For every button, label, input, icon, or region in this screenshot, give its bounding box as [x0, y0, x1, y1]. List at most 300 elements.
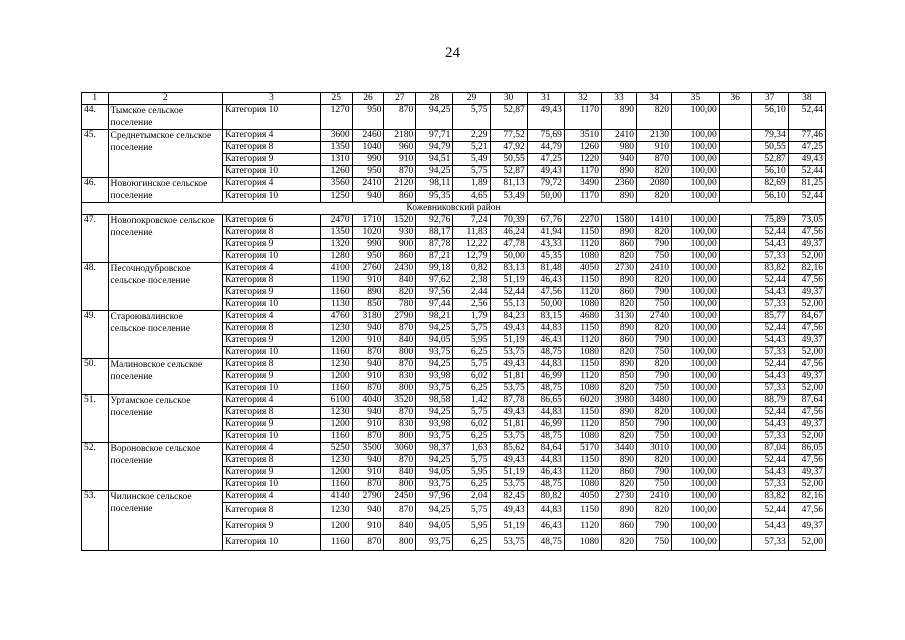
value-cell: 1080 [564, 479, 601, 491]
value-cell: 5250 [320, 443, 352, 455]
value-cell: 80,82 [527, 491, 564, 503]
header-cell: 38 [788, 93, 825, 105]
value-cell: 1280 [320, 251, 352, 263]
value-cell: 100,00 [672, 347, 720, 359]
category-cell: Категория 9 [223, 287, 321, 299]
value-cell: 940 [352, 455, 384, 467]
value-cell: 5,75 [453, 503, 490, 519]
value-cell: 1170 [564, 190, 601, 203]
value-cell: 1150 [564, 227, 601, 239]
value-cell: 77,46 [788, 130, 825, 142]
value-cell: 100,00 [672, 407, 720, 419]
value-cell: 870 [384, 166, 416, 178]
value-cell: 93,75 [416, 479, 453, 491]
value-cell: 86,65 [527, 395, 564, 407]
value-cell: 50,00 [527, 299, 564, 311]
value-cell: 4050 [564, 491, 601, 503]
value-cell: 820 [601, 479, 636, 491]
value-cell: 980 [601, 142, 636, 154]
value-cell: 2410 [352, 178, 384, 191]
value-cell: 94,25 [416, 407, 453, 419]
value-cell: 6,02 [453, 371, 490, 383]
value-cell: 57,33 [751, 431, 788, 443]
table-row [82, 395, 826, 407]
category-cell: Категория 10 [223, 535, 321, 551]
value-cell: 910 [352, 467, 384, 479]
value-cell: 52,44 [788, 166, 825, 178]
category-cell: Категория 8 [223, 323, 321, 335]
value-cell: 1230 [320, 503, 352, 519]
value-cell: 87,78 [416, 239, 453, 251]
value-cell: 94,25 [416, 105, 453, 130]
value-cell: 890 [601, 275, 636, 287]
value-cell: 820 [636, 455, 671, 467]
value-cell: 790 [636, 519, 671, 535]
value-cell: 51,19 [490, 519, 527, 535]
value-cell [719, 479, 751, 491]
value-cell: 1020 [352, 227, 384, 239]
category-cell: Категория 10 [223, 479, 321, 491]
header-cell: 25 [320, 93, 352, 105]
row-index: 46. [82, 178, 109, 203]
value-cell: 100,00 [672, 130, 720, 142]
value-cell: 3010 [636, 443, 671, 455]
category-cell: Категория 10 [223, 431, 321, 443]
header-cell: 2 [108, 93, 223, 105]
value-cell: 1,79 [453, 311, 490, 323]
header-row [82, 93, 826, 105]
value-cell: 820 [636, 227, 671, 239]
value-cell: 2460 [352, 130, 384, 142]
value-cell: 2410 [636, 263, 671, 275]
value-cell: 750 [636, 383, 671, 395]
value-cell: 84,67 [788, 311, 825, 323]
row-index: 49. [82, 311, 109, 359]
value-cell: 780 [384, 299, 416, 311]
value-cell: 49,43 [527, 105, 564, 130]
value-cell: 51,81 [490, 371, 527, 383]
value-cell: 1200 [320, 335, 352, 347]
value-cell: 1710 [352, 215, 384, 227]
category-cell: Категория 8 [223, 359, 321, 371]
value-cell: 6,25 [453, 479, 490, 491]
header-cell: 35 [672, 93, 720, 105]
value-cell: 790 [636, 467, 671, 479]
value-cell: 49,43 [527, 166, 564, 178]
settlement-name: Вороновское сельское поселение [108, 443, 223, 491]
value-cell: 1150 [564, 323, 601, 335]
header-cell: 3 [223, 93, 321, 105]
value-cell: 890 [601, 227, 636, 239]
page-number: 24 [445, 45, 460, 61]
value-cell: 57,33 [751, 535, 788, 551]
value-cell: 930 [384, 227, 416, 239]
value-cell: 1080 [564, 251, 601, 263]
value-cell: 0,82 [453, 263, 490, 275]
value-cell: 870 [384, 359, 416, 371]
value-cell: 100,00 [672, 105, 720, 130]
value-cell: 52,00 [788, 431, 825, 443]
value-cell: 2,44 [453, 287, 490, 299]
value-cell: 52,44 [751, 503, 788, 519]
value-cell: 1120 [564, 419, 601, 431]
value-cell: 820 [636, 105, 671, 130]
value-cell: 56,10 [751, 166, 788, 178]
value-cell: 47,56 [788, 455, 825, 467]
value-cell: 6,25 [453, 347, 490, 359]
value-cell: 870 [384, 503, 416, 519]
value-cell: 82,16 [788, 491, 825, 503]
value-cell: 52,44 [751, 323, 788, 335]
value-cell [719, 335, 751, 347]
category-cell: Категория 4 [223, 178, 321, 191]
header-cell: 29 [453, 93, 490, 105]
value-cell: 47,56 [527, 287, 564, 299]
value-cell: 860 [601, 519, 636, 535]
row-index: 53. [82, 491, 109, 551]
value-cell: 3480 [636, 395, 671, 407]
value-cell: 6100 [320, 395, 352, 407]
value-cell: 1040 [352, 142, 384, 154]
value-cell: 5,75 [453, 407, 490, 419]
value-cell: 82,45 [490, 491, 527, 503]
category-cell: Категория 4 [223, 130, 321, 142]
value-cell: 50,55 [751, 142, 788, 154]
row-index: 48. [82, 263, 109, 311]
value-cell: 100,00 [672, 431, 720, 443]
value-cell: 87,21 [416, 251, 453, 263]
value-cell: 79,34 [751, 130, 788, 142]
value-cell [719, 467, 751, 479]
value-cell: 1160 [320, 479, 352, 491]
value-cell: 1200 [320, 371, 352, 383]
value-cell: 1230 [320, 359, 352, 371]
value-cell: 5,75 [453, 323, 490, 335]
value-cell [719, 347, 751, 359]
value-cell: 12,79 [453, 251, 490, 263]
header-cell: 34 [636, 93, 671, 105]
value-cell: 100,00 [672, 287, 720, 299]
value-cell: 52,87 [751, 154, 788, 166]
value-cell: 55,13 [490, 299, 527, 311]
value-cell [719, 166, 751, 178]
value-cell: 100,00 [672, 535, 720, 551]
value-cell: 77,52 [490, 130, 527, 142]
table-row [82, 491, 826, 503]
value-cell: 2,38 [453, 275, 490, 287]
value-cell: 820 [601, 383, 636, 395]
value-cell: 870 [352, 431, 384, 443]
value-cell: 83,13 [490, 263, 527, 275]
settlement-name: Чилинское сельское поселение [108, 491, 223, 551]
value-cell: 890 [601, 455, 636, 467]
category-cell: Категория 9 [223, 335, 321, 347]
category-cell: Категория 9 [223, 154, 321, 166]
value-cell: 3490 [564, 178, 601, 191]
category-cell: Категория 10 [223, 190, 321, 203]
value-cell: 1580 [601, 215, 636, 227]
value-cell: 100,00 [672, 263, 720, 275]
value-cell: 750 [636, 479, 671, 491]
category-cell: Категория 10 [223, 105, 321, 130]
value-cell: 830 [384, 419, 416, 431]
value-cell: 94,79 [416, 142, 453, 154]
value-cell [719, 275, 751, 287]
value-cell: 70,39 [490, 215, 527, 227]
value-cell: 98,58 [416, 395, 453, 407]
value-cell: 98,37 [416, 443, 453, 455]
value-cell: 52,00 [788, 347, 825, 359]
value-cell: 5,75 [453, 359, 490, 371]
value-cell: 830 [384, 371, 416, 383]
value-cell: 94,51 [416, 154, 453, 166]
value-cell: 52,44 [788, 190, 825, 203]
value-cell: 870 [352, 347, 384, 359]
value-cell: 97,62 [416, 275, 453, 287]
value-cell: 75,69 [527, 130, 564, 142]
category-cell: Категория 10 [223, 383, 321, 395]
value-cell: 94,05 [416, 467, 453, 479]
value-cell [719, 359, 751, 371]
value-cell: 47,56 [788, 503, 825, 519]
value-cell: 5,75 [453, 166, 490, 178]
category-cell: Категория 4 [223, 311, 321, 323]
value-cell: 4,65 [453, 190, 490, 203]
value-cell: 84,23 [490, 311, 527, 323]
value-cell: 93,75 [416, 347, 453, 359]
value-cell [719, 178, 751, 191]
settlement-name: Староювалинское сельское поселение [108, 311, 223, 359]
value-cell: 53,75 [490, 347, 527, 359]
value-cell [719, 190, 751, 203]
value-cell: 870 [384, 105, 416, 130]
value-cell [719, 142, 751, 154]
value-cell [719, 443, 751, 455]
value-cell: 49,43 [490, 455, 527, 467]
value-cell: 53,49 [490, 190, 527, 203]
header-cell: 28 [416, 93, 453, 105]
value-cell: 94,25 [416, 455, 453, 467]
value-cell: 820 [601, 251, 636, 263]
header-cell: 36 [719, 93, 751, 105]
value-cell: 52,00 [788, 251, 825, 263]
value-cell: 820 [601, 431, 636, 443]
header-cell: 26 [352, 93, 384, 105]
value-cell: 2360 [601, 178, 636, 191]
value-cell: 870 [384, 455, 416, 467]
category-cell: Категория 8 [223, 407, 321, 419]
category-cell: Категория 9 [223, 239, 321, 251]
settlement-name: Песочнодубровское сельское поселение [108, 263, 223, 311]
value-cell: 93,75 [416, 535, 453, 551]
value-cell: 1350 [320, 227, 352, 239]
value-cell: 1200 [320, 419, 352, 431]
value-cell: 2270 [564, 215, 601, 227]
value-cell: 45,35 [527, 251, 564, 263]
value-cell: 82,69 [751, 178, 788, 191]
row-index: 47. [82, 215, 109, 263]
value-cell: 49,43 [490, 503, 527, 519]
value-cell: 49,43 [490, 359, 527, 371]
value-cell: 57,33 [751, 347, 788, 359]
value-cell: 1150 [564, 407, 601, 419]
value-cell: 51,19 [490, 467, 527, 479]
value-cell: 44,83 [527, 455, 564, 467]
value-cell: 50,00 [490, 251, 527, 263]
category-cell: Категория 8 [223, 227, 321, 239]
value-cell: 50,55 [490, 154, 527, 166]
value-cell [719, 251, 751, 263]
value-cell: 820 [636, 275, 671, 287]
value-cell: 3600 [320, 130, 352, 142]
value-cell: 820 [636, 190, 671, 203]
value-cell: 860 [601, 287, 636, 299]
value-cell: 51,19 [490, 335, 527, 347]
table-row [82, 130, 826, 142]
value-cell: 1260 [564, 142, 601, 154]
value-cell: 860 [601, 335, 636, 347]
value-cell: 49,37 [788, 419, 825, 431]
value-cell [719, 227, 751, 239]
value-cell: 87,64 [788, 395, 825, 407]
value-cell: 1320 [320, 239, 352, 251]
value-cell: 1160 [320, 383, 352, 395]
category-cell: Категория 9 [223, 519, 321, 535]
value-cell: 1160 [320, 287, 352, 299]
value-cell: 47,56 [788, 275, 825, 287]
value-cell: 49,43 [788, 154, 825, 166]
value-cell: 5,95 [453, 467, 490, 479]
row-index: 52. [82, 443, 109, 491]
category-cell: Категория 4 [223, 491, 321, 503]
value-cell: 790 [636, 419, 671, 431]
category-cell: Категория 10 [223, 299, 321, 311]
value-cell: 820 [636, 503, 671, 519]
value-cell: 100,00 [672, 503, 720, 519]
value-cell: 2,29 [453, 130, 490, 142]
value-cell: 940 [352, 190, 384, 203]
category-cell: Категория 9 [223, 467, 321, 479]
value-cell [719, 431, 751, 443]
value-cell: 790 [636, 335, 671, 347]
category-cell: Категория 10 [223, 166, 321, 178]
value-cell: 4040 [352, 395, 384, 407]
value-cell: 57,33 [751, 251, 788, 263]
value-cell: 1120 [564, 519, 601, 535]
value-cell: 49,37 [788, 371, 825, 383]
value-cell: 860 [384, 251, 416, 263]
value-cell: 750 [636, 535, 671, 551]
value-cell: 2,04 [453, 491, 490, 503]
value-cell: 94,25 [416, 166, 453, 178]
value-cell: 2790 [352, 491, 384, 503]
category-cell: Категория 4 [223, 443, 321, 455]
value-cell: 52,87 [490, 166, 527, 178]
value-cell: 890 [601, 105, 636, 130]
value-cell: 52,87 [490, 105, 527, 130]
value-cell: 1,42 [453, 395, 490, 407]
value-cell: 100,00 [672, 359, 720, 371]
value-cell: 1120 [564, 371, 601, 383]
value-cell: 48,75 [527, 383, 564, 395]
value-cell: 800 [384, 431, 416, 443]
value-cell: 1080 [564, 383, 601, 395]
value-cell: 940 [352, 323, 384, 335]
value-cell: 97,44 [416, 299, 453, 311]
table-row [82, 215, 826, 227]
value-cell [719, 299, 751, 311]
value-cell: 44,83 [527, 503, 564, 519]
district-cell: Кожевниковский район [82, 203, 826, 215]
header-cell: 1 [82, 93, 109, 105]
table-row [82, 359, 826, 371]
value-cell: 1220 [564, 154, 601, 166]
value-cell: 2790 [384, 311, 416, 323]
value-cell: 100,00 [672, 383, 720, 395]
settlement-name: Новоюгинское сельское поселение [108, 178, 223, 203]
value-cell: 3180 [352, 311, 384, 323]
value-cell: 49,37 [788, 239, 825, 251]
settlement-name: Среднетымское сельское поселение [108, 130, 223, 178]
value-cell: 820 [636, 323, 671, 335]
value-cell: 97,71 [416, 130, 453, 142]
value-cell: 3520 [384, 395, 416, 407]
value-cell: 800 [384, 383, 416, 395]
value-cell: 100,00 [672, 311, 720, 323]
value-cell: 93,98 [416, 419, 453, 431]
value-cell: 850 [352, 299, 384, 311]
value-cell: 900 [384, 239, 416, 251]
value-cell: 2740 [636, 311, 671, 323]
value-cell: 93,98 [416, 371, 453, 383]
value-cell: 44,83 [527, 359, 564, 371]
value-cell: 56,10 [751, 190, 788, 203]
value-cell: 2180 [384, 130, 416, 142]
value-cell: 100,00 [672, 178, 720, 191]
value-cell: 1250 [320, 190, 352, 203]
value-cell: 1190 [320, 275, 352, 287]
value-cell: 67,76 [527, 215, 564, 227]
value-cell: 46,43 [527, 275, 564, 287]
table-row [82, 105, 826, 130]
value-cell: 49,37 [788, 335, 825, 347]
value-cell: 50,00 [527, 190, 564, 203]
value-cell: 910 [384, 154, 416, 166]
value-cell: 3560 [320, 178, 352, 191]
value-cell: 1080 [564, 535, 601, 551]
value-cell: 950 [352, 105, 384, 130]
value-cell: 57,33 [751, 479, 788, 491]
row-index: 44. [82, 105, 109, 130]
value-cell: 890 [601, 166, 636, 178]
value-cell: 1170 [564, 166, 601, 178]
value-cell: 960 [384, 142, 416, 154]
value-cell: 52,44 [751, 275, 788, 287]
value-cell: 52,00 [788, 535, 825, 551]
value-cell: 1130 [320, 299, 352, 311]
value-cell: 94,25 [416, 323, 453, 335]
value-cell: 100,00 [672, 275, 720, 287]
value-cell: 56,10 [751, 105, 788, 130]
value-cell: 820 [601, 347, 636, 359]
value-cell: 750 [636, 251, 671, 263]
value-cell: 49,37 [788, 519, 825, 535]
value-cell: 2080 [636, 178, 671, 191]
value-cell: 100,00 [672, 467, 720, 479]
value-cell: 94,05 [416, 519, 453, 535]
value-cell: 81,25 [788, 178, 825, 191]
value-cell: 1230 [320, 407, 352, 419]
